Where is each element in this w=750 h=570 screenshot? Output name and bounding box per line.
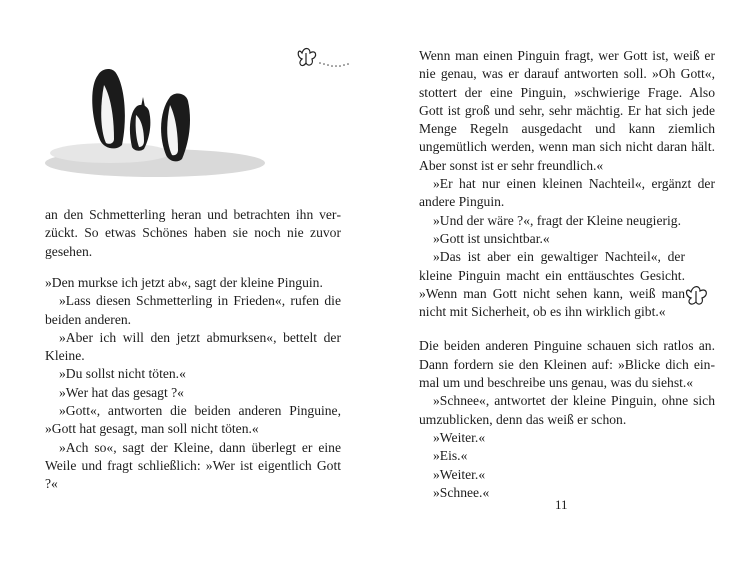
right-page: [375, 0, 750, 570]
paragraph: »Gott«, antworten die beiden anderen Pinguine, »Gott hat gesagt, man soll nicht töten.«: [45, 403, 341, 437]
left-text-dialogue: [45, 274, 341, 494]
paragraph: an den Schmetterling heran und betrachten ihn verzückt. So etwas Schönes haben sie noch nie zuvor gesehen.: [45, 207, 341, 259]
paragraph: »Er hat nur einen kleinen Nachteil«, ergänzt der andere Pinguin.: [419, 176, 715, 210]
page-number: 11: [555, 497, 568, 512]
paragraph: »Und der wäre ?«, fragt der Kleine neugierig.: [433, 212, 681, 228]
butterfly-icon: [298, 49, 315, 66]
penguin-tall: [92, 69, 125, 148]
paragraph: »Gott ist unsichtbar.«: [433, 230, 550, 246]
small-butterfly-icon: [685, 282, 711, 308]
paragraph: »Lass diesen Schmetterling in Frieden«, rufen die beiden anderen.: [45, 293, 341, 327]
paragraph: »Aber ich will den jetzt abmurksen«, bettelt der Kleine.: [45, 329, 341, 364]
paragraph: »Eis.«: [433, 448, 468, 464]
paragraph: »Das ist aber ein gewaltiger Nachteil«, der kleine Pinguin macht ein enttäuschtes Gesicht. »Wenn man Gott nicht sehen kann, weiß man nicht mit Sicherheit, ob es ihn wirklich gibt.«: [419, 249, 685, 320]
paragraph: »Du sollst nicht töten.«: [59, 366, 186, 382]
paragraph: »Weiter.«: [433, 466, 486, 482]
paragraph: »Ach so«, sagt der Kleine, dann überlegt er eine Weile und fragt schließlich: »Wer ist eigentlich Gott ?«: [45, 439, 341, 492]
paragraph: »Schnee«, antwortet der kleine Pinguin, ohne sich umzublicken, denn das weiß er schon.: [419, 393, 715, 427]
flight-path: [319, 62, 349, 67]
penguin-small: [130, 97, 150, 151]
paragraph: »Schnee.«: [433, 484, 490, 500]
paragraph: »Den murkse ich jetzt ab«, sagt der kleine Pinguin.: [45, 275, 323, 290]
left-text-top: [45, 206, 341, 261]
paragraph: Wenn man einen Pinguin fragt, wer Gott ist, weiß er nie genau, was er darauf antworten soll. »Oh Gott«, stottert der eine Pinguin, »schwierige Frage. Also Gott ist groß und sehr, sehr mächtig. Er hat sich jede Menge Regeln ausgedacht und kann ziemlich ungemütlich werden, wenn man sich nicht daran hält. Aber sonst ist er sehr freundlich.«: [419, 48, 715, 173]
paragraph: »Wer hat das gesagt ?«: [59, 384, 184, 400]
paragraph: Die beiden anderen Pinguine schauen sich ratlos an. Dann fordern sie den Kleinen auf: »Blicke dich einmal um und beschreibe uns genau, was du siehst.«: [419, 338, 715, 391]
paragraph: »Weiter.«: [433, 429, 486, 445]
right-text-top: [419, 47, 715, 502]
penguins-illustration: [40, 35, 370, 205]
